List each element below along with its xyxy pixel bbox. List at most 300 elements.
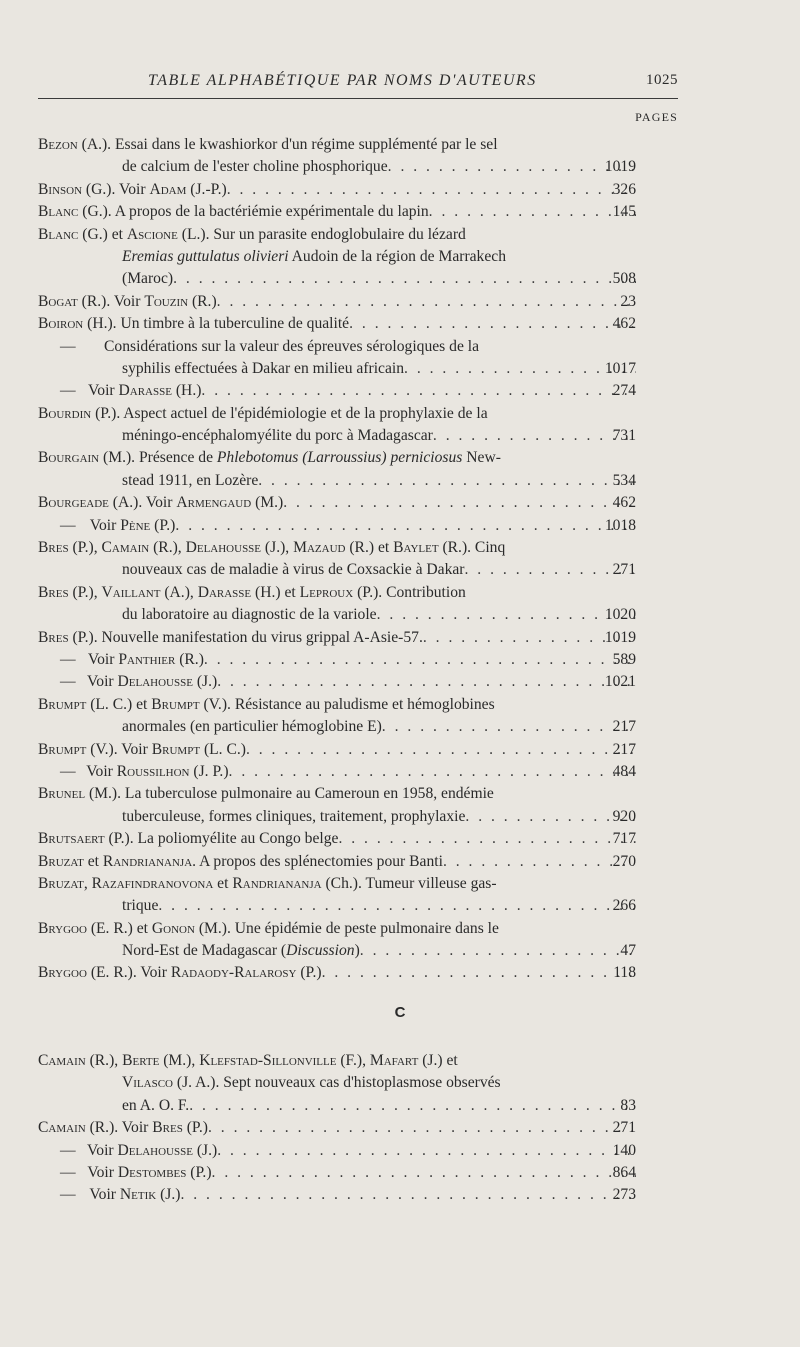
index-entry xyxy=(38,582,678,627)
author-name: Brumpt xyxy=(151,695,200,713)
entry-line xyxy=(38,156,636,178)
index-entry xyxy=(38,134,678,179)
entry-text: (H.) et xyxy=(251,583,300,601)
page-ref: 1021 xyxy=(604,673,636,691)
entry-text: (M.). La tuberculose pulmonaire au Cameroun en 1958, endémie xyxy=(85,785,494,803)
index-entry xyxy=(38,739,678,761)
page-ref: 326 xyxy=(612,180,636,198)
entry-line xyxy=(38,403,636,425)
entry-text-group xyxy=(87,1140,217,1162)
index-entry xyxy=(38,403,678,448)
entry-line xyxy=(38,313,636,335)
page-ref: 731 xyxy=(612,427,636,445)
index-entry xyxy=(38,783,678,828)
author-name: Adam xyxy=(149,180,187,198)
repeat-dash: — xyxy=(60,762,76,780)
entry-text: (F.), xyxy=(336,1052,370,1069)
entry-text: (P.) xyxy=(186,1163,212,1181)
entry-line xyxy=(38,268,636,290)
entry-text: (R.), xyxy=(85,1052,123,1069)
index-entry xyxy=(38,873,678,918)
author-name: Radaody-Ralarosy xyxy=(170,964,297,982)
entry-text-group xyxy=(122,358,404,380)
entry-text-group xyxy=(122,559,465,581)
index-entry xyxy=(38,1184,678,1206)
author-name: Bres xyxy=(38,583,69,601)
page-ref: 920 xyxy=(612,807,636,825)
repeat-dash: — xyxy=(60,1141,76,1159)
entry-text-group xyxy=(38,828,338,850)
author-name: Camain xyxy=(38,1052,86,1069)
entry-line xyxy=(38,336,636,358)
entry-text: Voir xyxy=(89,1186,120,1204)
leader-dots xyxy=(173,268,636,290)
entry-text: Voir xyxy=(87,1141,118,1159)
entry-text-group xyxy=(122,895,158,917)
index-entry xyxy=(38,1162,678,1184)
page-ref: 23 xyxy=(620,292,636,310)
entry-text: (Ch.). Tumeur villeuse gas- xyxy=(321,874,497,892)
entry-text-group xyxy=(89,1184,180,1206)
entry-line xyxy=(38,828,636,850)
leader-dots xyxy=(322,962,636,984)
leader-dots xyxy=(175,515,636,537)
entry-text: (J.) xyxy=(192,1141,218,1159)
entry-text: , xyxy=(83,874,92,892)
author-name: Boiron xyxy=(38,315,84,333)
page-ref: 118 xyxy=(613,964,636,982)
entry-line xyxy=(38,873,636,895)
index-entry xyxy=(38,694,678,739)
entry-text: (Maroc) xyxy=(122,270,174,288)
entry-text-group xyxy=(38,492,283,514)
entry-text: (P.) xyxy=(150,516,176,534)
author-name: Bezon xyxy=(38,136,78,153)
entry-text: (A.), xyxy=(160,583,198,601)
entry-line xyxy=(38,470,636,492)
entry-text: (J. A.). Sept nouveaux cas d'histoplasmose observés xyxy=(173,1074,501,1092)
italic-text: Discussion xyxy=(286,942,355,960)
index-entry xyxy=(38,851,678,873)
entry-text: Voir xyxy=(87,1163,118,1181)
leader-dots xyxy=(217,1140,636,1162)
entry-line xyxy=(38,537,636,559)
author-name: Randriananja xyxy=(232,874,322,892)
entry-line xyxy=(38,1095,636,1117)
entry-line xyxy=(38,649,636,671)
entry-line xyxy=(38,1072,636,1094)
entry-line xyxy=(38,716,636,738)
author-name: Brygoo xyxy=(38,919,87,937)
italic-text: Phlebotomus (Larroussius) perniciosus xyxy=(216,449,463,467)
author-name: Razafindranovona xyxy=(91,874,214,892)
entry-text: (J. P.) xyxy=(189,762,229,780)
author-name: Pène xyxy=(120,516,151,534)
entry-text: (J.), xyxy=(261,539,294,557)
entry-text: New- xyxy=(462,449,501,467)
page-ref: 274 xyxy=(612,382,636,400)
entry-text: (L. C.) xyxy=(200,740,246,758)
leader-dots xyxy=(349,313,636,335)
italic-text: Eremias guttulatus olivieri xyxy=(122,247,289,265)
entry-text: ) xyxy=(354,942,360,960)
leader-dots xyxy=(217,291,636,313)
entry-line xyxy=(38,604,636,626)
entry-line xyxy=(38,447,636,469)
header-rule xyxy=(38,98,678,99)
entry-text: (M.). Présence de xyxy=(99,449,217,467)
author-name: Delahousse xyxy=(185,539,262,557)
page-ref: 462 xyxy=(612,494,636,512)
entry-line xyxy=(38,1117,636,1139)
entry-line xyxy=(38,515,636,537)
author-name: Blanc xyxy=(38,225,79,243)
page-ref: 462 xyxy=(612,315,636,333)
index-entry xyxy=(38,1117,678,1139)
author-name: Brumpt xyxy=(38,740,87,758)
entry-line xyxy=(38,761,636,783)
page-number: 1025 xyxy=(646,72,678,88)
entry-text: Audoin de la région de Marrakech xyxy=(288,247,506,265)
entry-text: (E. R.). Voir xyxy=(86,964,171,982)
index-entry xyxy=(38,447,678,492)
entry-line xyxy=(38,425,636,447)
entry-line xyxy=(38,201,636,223)
entry-text-group xyxy=(122,604,377,626)
repeat-dash: — xyxy=(60,1186,76,1204)
author-name: Gonon xyxy=(151,919,195,937)
page-ref: 864 xyxy=(612,1163,636,1181)
entry-text: (A.). Essai dans le kwashiorkor d'un régime supplémenté par le sel xyxy=(77,136,498,153)
entry-text-group xyxy=(38,627,423,649)
leader-dots xyxy=(180,1184,636,1206)
author-name: Panthier xyxy=(118,650,176,668)
entry-text-group xyxy=(38,291,217,313)
entry-line xyxy=(38,1050,636,1072)
page-ref: 273 xyxy=(612,1186,636,1204)
entry-line xyxy=(38,582,636,604)
page-ref: 508 xyxy=(612,270,636,288)
entry-line xyxy=(38,962,636,984)
entry-text: (M.) xyxy=(251,494,284,512)
leader-dots xyxy=(283,492,636,514)
page-ref: 484 xyxy=(612,762,636,780)
entry-line xyxy=(38,1162,636,1184)
entry-line xyxy=(38,627,636,649)
entry-text: Voir xyxy=(89,516,121,534)
author-name: Delahousse xyxy=(117,1141,193,1159)
entry-text: (P.). Contribution xyxy=(353,583,466,601)
entry-line xyxy=(38,179,636,201)
page-ref: 271 xyxy=(612,1119,636,1137)
page-ref: 217 xyxy=(612,740,636,758)
author-name: Vilasco xyxy=(122,1074,173,1092)
index-entry xyxy=(38,962,678,984)
entry-text-group xyxy=(122,425,433,447)
entry-line xyxy=(38,694,636,716)
entry-text-group xyxy=(122,716,382,738)
entry-text-group xyxy=(38,201,429,223)
author-name: Bogat xyxy=(38,292,78,310)
index-entry xyxy=(38,627,678,649)
entry-text: Voir xyxy=(87,673,118,691)
entry-text: (R.). Voir xyxy=(85,1119,153,1137)
entry-text: Voir xyxy=(87,650,119,668)
leader-dots xyxy=(229,761,636,783)
entry-text: méningo-encéphalomyélite du porc à Madagascar xyxy=(122,427,433,445)
page-ref: 145 xyxy=(612,203,636,221)
entry-text: nouveaux cas de maladie à virus de Coxsackie à Dakar xyxy=(122,561,465,579)
entry-text-group xyxy=(122,806,465,828)
leader-dots xyxy=(201,380,636,402)
author-name: Bourgeade xyxy=(38,494,109,512)
entry-text: (R.), xyxy=(149,539,186,557)
leader-dots xyxy=(338,828,636,850)
pages-column-label: PAGES xyxy=(635,110,678,124)
leader-dots xyxy=(258,470,636,492)
entry-line xyxy=(38,739,636,761)
entry-text: Considérations sur la valeur des épreuves sérologiques de la xyxy=(104,337,480,355)
index-entry xyxy=(38,918,678,963)
author-name: Leproux xyxy=(299,583,354,601)
entry-text-group xyxy=(122,268,173,290)
entry-text-group xyxy=(88,380,201,402)
author-name: Vaillant xyxy=(101,583,161,601)
index-entry xyxy=(38,1050,678,1117)
entry-text: (R.) et xyxy=(345,539,394,557)
page-ref: 217 xyxy=(612,718,636,736)
page-ref: 140 xyxy=(612,1141,636,1159)
author-name: Darasse xyxy=(118,382,172,400)
index-entry xyxy=(38,537,678,582)
index-entry xyxy=(38,1140,678,1162)
repeat-dash: — xyxy=(60,337,76,355)
entry-text: (R.) xyxy=(175,650,204,668)
page-ref: 1019 xyxy=(604,158,636,176)
entry-text: (P.), xyxy=(68,583,102,601)
entry-text: tuberculeuse, formes cliniques, traitement, prophylaxie xyxy=(122,807,466,825)
entry-line xyxy=(38,492,636,514)
section-letter-c: C xyxy=(394,1004,406,1021)
entry-line xyxy=(38,851,636,873)
entry-line xyxy=(38,291,636,313)
entry-text: syphilis effectuées à Dakar en milieu africain xyxy=(122,359,405,377)
page-ref: 589 xyxy=(612,650,636,668)
entry-text: (J.-P.) xyxy=(186,180,227,198)
entry-text: (H.) xyxy=(171,382,202,400)
entry-text-group xyxy=(38,739,246,761)
entry-line xyxy=(38,358,636,380)
entry-text: anormales (en particulier hémoglobine E) xyxy=(122,718,382,736)
entry-text: (M.), xyxy=(159,1052,200,1069)
page-ref: 83 xyxy=(620,1096,636,1114)
entry-text-group xyxy=(38,179,227,201)
index-entry xyxy=(38,336,678,381)
index-entry xyxy=(38,671,678,693)
repeat-dash: — xyxy=(60,382,76,400)
entry-text: trique xyxy=(122,897,159,915)
entry-text: (L.). Sur un parasite endoglobulaire du lézard xyxy=(177,225,466,243)
entry-text: Voir xyxy=(86,762,117,780)
entry-text: et xyxy=(213,874,233,892)
entry-text: . A propos des splénectomies pour Banti xyxy=(192,852,443,870)
entry-text: (G.). A propos de la bactériémie expérimentale du lapin xyxy=(78,203,429,221)
entry-text-group xyxy=(122,1095,189,1117)
author-name: Netik xyxy=(119,1186,157,1204)
page-ref: 271 xyxy=(612,561,636,579)
author-name: Brygoo xyxy=(38,964,87,982)
index-entry xyxy=(38,291,678,313)
entry-text-group xyxy=(88,649,204,671)
entry-line xyxy=(38,224,636,246)
author-name: Armengaud xyxy=(176,494,252,512)
entry-text: Voir xyxy=(88,382,119,400)
index-entry xyxy=(38,313,678,335)
author-name: Randriananja xyxy=(102,852,193,870)
entry-text-group xyxy=(122,940,360,962)
index-entry xyxy=(38,492,678,514)
author-name: Brumpt xyxy=(151,740,201,758)
author-name: Delahousse xyxy=(117,673,193,691)
entry-text-group xyxy=(87,1162,211,1184)
entry-text-group xyxy=(38,851,443,873)
entry-text: (P.) xyxy=(296,964,322,982)
entry-text: (E. R.) et xyxy=(86,919,152,937)
author-name: Bres xyxy=(152,1119,183,1137)
entry-text: Nord-Est de Madagascar ( xyxy=(122,942,287,960)
entry-line xyxy=(38,895,636,917)
leader-dots xyxy=(189,1095,636,1117)
page-ref: 270 xyxy=(612,852,636,870)
author-name: Darasse xyxy=(197,583,252,601)
author-name: Bourdin xyxy=(38,404,92,422)
page-ref: 534 xyxy=(612,471,636,489)
entry-text: (R.). Cinq xyxy=(438,539,506,557)
repeat-dash: — xyxy=(60,650,76,668)
entry-text-group xyxy=(38,313,349,335)
entry-text: de calcium de l'ester choline phosphorique xyxy=(122,158,388,176)
author-name: Roussilhon xyxy=(116,762,190,780)
author-name: Mazaud xyxy=(293,539,346,557)
page-ref: 47 xyxy=(620,942,636,960)
leader-dots xyxy=(217,671,636,693)
leader-dots xyxy=(212,1162,636,1184)
entry-text: (P.), xyxy=(68,539,102,557)
index-entry xyxy=(38,761,678,783)
author-name: Brumpt xyxy=(38,695,87,713)
author-name: Bres xyxy=(38,539,69,557)
index-entry xyxy=(38,179,678,201)
author-name: Brutsaert xyxy=(38,830,105,848)
entry-text: (M.). Une épidémie de peste pulmonaire dans le xyxy=(194,919,499,937)
entry-line xyxy=(38,559,636,581)
author-name: Touzin xyxy=(144,292,189,310)
leader-dots xyxy=(204,649,636,671)
author-name: Baylet xyxy=(393,539,439,557)
repeat-dash: — xyxy=(60,1163,76,1181)
entry-line xyxy=(38,1184,636,1206)
entry-line xyxy=(38,671,636,693)
author-name: Bruzat xyxy=(38,852,84,870)
entry-text: du laboratoire au diagnostic de la variole xyxy=(122,606,377,624)
entry-text-group xyxy=(122,156,388,178)
entry-line xyxy=(38,783,636,805)
page-ref: 717 xyxy=(612,830,636,848)
index-section-b xyxy=(38,134,678,985)
page-ref: 1020 xyxy=(604,606,636,624)
entry-text: (R.). Voir xyxy=(77,292,145,310)
running-title: TABLE ALPHABÉTIQUE PAR NOMS D'AUTEURS xyxy=(148,72,537,89)
index-entry xyxy=(38,515,678,537)
author-name: Blanc xyxy=(38,203,79,221)
entry-line xyxy=(38,940,636,962)
entry-text: (P.). Nouvelle manifestation du virus grippal A-Asie-57. xyxy=(68,628,423,646)
entry-text: (P.). La poliomyélite au Congo belge xyxy=(104,830,339,848)
entry-text: (V.). Voir xyxy=(86,740,152,758)
entry-text: stead 1911, en Lozère xyxy=(122,471,259,489)
page-ref: 1017 xyxy=(604,359,636,377)
entry-text: (P.). Aspect actuel de l'épidémiologie et de la prophylaxie de la xyxy=(91,404,488,422)
author-name: Camain xyxy=(101,539,150,557)
page-ref: 1018 xyxy=(604,516,636,534)
page-ref: 1019 xyxy=(604,628,636,646)
leader-dots xyxy=(158,895,636,917)
leader-dots xyxy=(208,1117,636,1139)
leader-dots xyxy=(227,179,636,201)
entry-text: (V.). Résistance au paludisme et hémoglobines xyxy=(199,695,495,713)
index-entry xyxy=(38,201,678,223)
entry-text: (G.) et xyxy=(78,225,127,243)
repeat-dash: — xyxy=(60,516,76,534)
author-name: Camain xyxy=(38,1119,86,1137)
entry-text-group xyxy=(38,1117,208,1139)
index-entry xyxy=(38,224,678,291)
author-name: Binson xyxy=(38,180,83,198)
repeat-dash: — xyxy=(60,673,76,691)
entry-text-group xyxy=(87,671,217,693)
entry-text: et xyxy=(83,852,103,870)
entry-line xyxy=(38,918,636,940)
author-name: Ascione xyxy=(126,225,178,243)
entry-text: (R.) xyxy=(188,292,217,310)
entry-text: (G.). Voir xyxy=(82,180,150,198)
entry-text-group xyxy=(90,515,176,537)
entry-line xyxy=(38,134,636,156)
entry-text: (P.) xyxy=(182,1119,208,1137)
entry-line xyxy=(38,1140,636,1162)
leader-dots xyxy=(246,739,636,761)
entry-text-group xyxy=(86,761,228,783)
entry-text: (J.) xyxy=(156,1186,181,1204)
index-section-c xyxy=(38,1050,678,1207)
entry-text: en A. O. F. xyxy=(122,1096,190,1114)
entry-text: (A.). Voir xyxy=(108,494,177,512)
entry-text: (J.) et xyxy=(418,1052,458,1069)
author-name: Berte xyxy=(122,1052,160,1069)
entry-line xyxy=(38,806,636,828)
entry-line xyxy=(38,246,636,268)
author-name: Bres xyxy=(38,628,69,646)
author-name: Bruzat xyxy=(38,874,84,892)
running-header xyxy=(38,66,678,96)
entry-text-group xyxy=(38,962,322,984)
author-name: Bourgain xyxy=(38,449,100,467)
page-ref: 266 xyxy=(612,897,636,915)
index-entry xyxy=(38,380,678,402)
entry-text: (L. C.) et xyxy=(86,695,152,713)
entry-text: (H.). Un timbre à la tuberculine de qualité xyxy=(83,315,350,333)
entry-text: (J.) xyxy=(192,673,218,691)
